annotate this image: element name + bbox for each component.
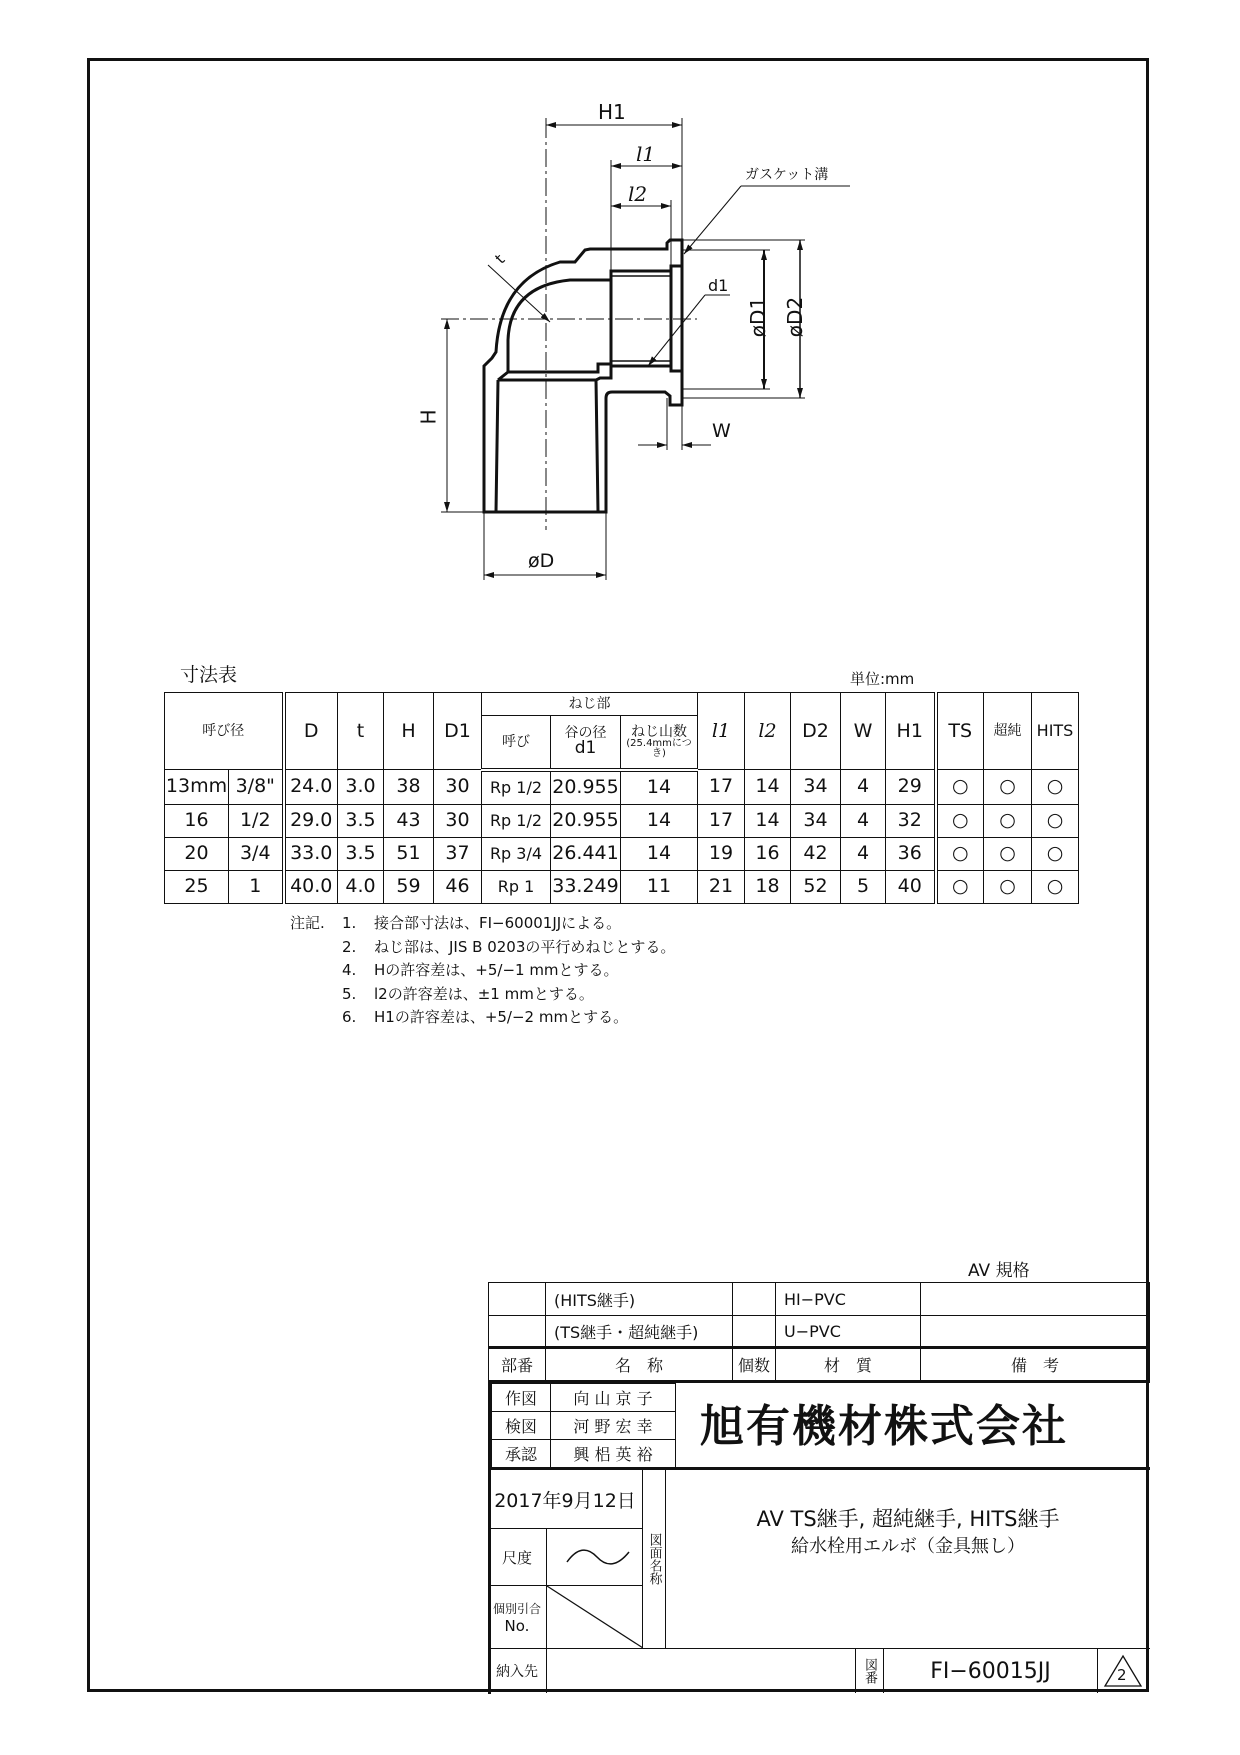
note-num: 4. (342, 961, 357, 979)
part-remarks (921, 1316, 1150, 1348)
signature-name: 興 梠 英 裕 (551, 1440, 676, 1468)
cell-W: 5 (841, 870, 886, 903)
note-text: ねじ部は、JIS B 0203の平行めねじとする。 (374, 937, 676, 956)
label-gasket-groove: ガスケット溝 (745, 167, 829, 183)
cell-t: 3.5 (338, 804, 384, 837)
dimension-table-title: 寸法表 (180, 664, 238, 686)
table-row (165, 770, 1079, 805)
label-l2: l2 (628, 182, 648, 206)
cell-D2: 34 (791, 804, 841, 837)
root-dia-sub: d1 (574, 738, 597, 759)
header-root-dia (551, 716, 621, 770)
cell-TS: ○ (936, 804, 984, 837)
cell-HITS: ○ (1032, 770, 1079, 805)
note-item (290, 912, 675, 936)
standard-label: AV 規格 (968, 1261, 1030, 1281)
cell-t: 3.0 (338, 770, 384, 805)
diagonal-slash (547, 1586, 643, 1648)
cell-inch: 1 (229, 870, 284, 903)
cell-d1: 33.249 (551, 870, 621, 903)
note-num: 5. (342, 984, 357, 1003)
cell-l2: 14 (745, 770, 791, 805)
label-phiD2: øD2 (783, 296, 808, 338)
label-l1: l1 (636, 142, 656, 166)
note-num: 2. (342, 937, 357, 956)
header-HITS: HITS (1032, 693, 1079, 770)
cell-TS: ○ (936, 837, 984, 870)
cell-t: 3.5 (338, 837, 384, 870)
cell-mm: 20 (165, 837, 229, 870)
cell-H1: 32 (886, 804, 936, 837)
label-phiD1: øD1 (746, 296, 771, 338)
cell-H1: 29 (886, 770, 936, 805)
cell-l1: 17 (698, 804, 745, 837)
notes (290, 912, 675, 1030)
header-part-name: 名 称 (546, 1348, 733, 1381)
cell-threads: 14 (621, 770, 698, 805)
cell-TS: ○ (936, 870, 984, 903)
ref-value (547, 1586, 643, 1648)
notes-label: 注記. (290, 914, 325, 932)
date: 2017年9月12日 (488, 1470, 643, 1529)
unit-label: 単位:mm (850, 670, 915, 688)
header-D2: D2 (791, 693, 841, 770)
cell-HITS: ○ (1032, 837, 1079, 870)
cell-D1: 37 (434, 837, 482, 870)
cell-l2: 16 (745, 837, 791, 870)
signature-role: 検図 (492, 1412, 551, 1440)
cell-mm: 13mm (165, 770, 229, 805)
ref-no: No. (504, 1616, 530, 1635)
root-dia-label: 谷の径 (564, 725, 607, 742)
cell-W: 4 (841, 837, 886, 870)
part-material: U−PVC (776, 1316, 921, 1348)
elbow-drawing (0, 0, 1240, 620)
note-text: l2の許容差は、±1 mmとする。 (374, 984, 594, 1003)
table-row (165, 837, 1079, 870)
header-part-qty: 個数 (733, 1348, 776, 1381)
cell-D1: 30 (434, 804, 482, 837)
header-chojun: 超純 (984, 693, 1032, 770)
note-item (290, 936, 675, 960)
table-row (165, 804, 1079, 837)
signature-name: 河 野 宏 幸 (551, 1412, 676, 1440)
note-item (290, 983, 675, 1007)
label-t: t (491, 250, 509, 268)
cell-D1: 30 (434, 770, 482, 805)
revision-number: 2 (1117, 1666, 1127, 1684)
cell-D: 24.0 (284, 770, 338, 805)
cell-inch: 1/2 (229, 804, 284, 837)
cell-H: 38 (384, 770, 434, 805)
label-W: W (712, 420, 731, 442)
part-no (489, 1283, 546, 1316)
cell-threads: 11 (621, 870, 698, 903)
cell-D: 33.0 (284, 837, 338, 870)
note-item (290, 1006, 675, 1030)
cell-mm: 16 (165, 804, 229, 837)
header-thread-count (621, 716, 698, 770)
dimension-table (164, 692, 1079, 904)
cell-l1: 17 (698, 770, 745, 805)
header-W: W (841, 693, 886, 770)
header-part-material: 材 質 (776, 1348, 921, 1381)
header-TS: TS (936, 693, 984, 770)
cell-HITS: ○ (1032, 870, 1079, 903)
header-thread-call: 呼び (482, 716, 551, 770)
cell-H: 51 (384, 837, 434, 870)
header-t: t (338, 693, 384, 770)
cell-threads: 14 (621, 837, 698, 870)
cell-d1: 20.955 (551, 804, 621, 837)
cell-l1: 21 (698, 870, 745, 903)
cell-D: 40.0 (284, 870, 338, 903)
header-H1: H1 (886, 693, 936, 770)
company-name: 旭有機材株式会社 (700, 1401, 1068, 1452)
header-l1: l1 (698, 693, 745, 770)
cell-H1: 36 (886, 837, 936, 870)
cell-H: 43 (384, 804, 434, 837)
note-num: 6. (342, 1008, 357, 1026)
header-part-no: 部番 (489, 1348, 546, 1381)
header-H: H (384, 693, 434, 770)
thread-count-sub: (25.4mmにつき) (626, 737, 692, 759)
cell-t: 4.0 (338, 870, 384, 903)
note-text: H1の許容差は、+5/−2 mmとする。 (374, 1008, 629, 1026)
part-qty (733, 1283, 776, 1316)
cell-HITS: ○ (1032, 804, 1079, 837)
signature-role: 承認 (492, 1440, 551, 1468)
cell-H1: 40 (886, 870, 936, 903)
cell-call: Rp 1/2 (482, 804, 551, 837)
cell-chojun: ○ (984, 770, 1032, 805)
drawing-name (666, 1505, 1150, 1561)
header-nominal: 呼び径 (165, 693, 284, 770)
ref-label-cell (488, 1586, 547, 1648)
note-num: 1. (342, 914, 357, 932)
cell-l2: 18 (745, 870, 791, 903)
cell-threads: 14 (621, 804, 698, 837)
label-d1: d1 (708, 276, 729, 295)
cell-chojun: ○ (984, 870, 1032, 903)
cell-call: Rp 3/4 (482, 837, 551, 870)
cell-D2: 42 (791, 837, 841, 870)
header-part-remarks: 備 考 (921, 1348, 1150, 1381)
cell-l2: 14 (745, 804, 791, 837)
cell-call: Rp 1 (482, 870, 551, 903)
cell-D: 29.0 (284, 804, 338, 837)
ref-label: 個別引合 (492, 1601, 541, 1616)
cell-d1: 26.441 (551, 837, 621, 870)
header-thread-group: ねじ部 (482, 693, 698, 716)
parts-list (488, 1282, 1150, 1381)
scale-label: 尺度 (488, 1529, 547, 1586)
cell-d1: 20.955 (551, 770, 621, 805)
signature-name: 向 山 京 子 (551, 1384, 676, 1412)
drawing-name-line1: AV TS継手, 超純継手, HITS継手 (756, 1507, 1060, 1531)
delivery-label: 納入先 (488, 1649, 547, 1693)
cell-chojun: ○ (984, 804, 1032, 837)
cell-D2: 52 (791, 870, 841, 903)
cell-W: 4 (841, 770, 886, 805)
part-no (489, 1316, 546, 1348)
drawing-name-line2: 給水栓用エルボ（金具無し） (791, 1536, 1025, 1557)
part-qty (733, 1316, 776, 1348)
part-name: (TS継手・超純継手) (546, 1316, 733, 1348)
table-row (165, 870, 1079, 903)
header-D1: D1 (434, 693, 482, 770)
cell-TS: ○ (936, 770, 984, 805)
parts-row (489, 1283, 1150, 1316)
scale-value (547, 1529, 643, 1586)
signature-role: 作図 (492, 1384, 551, 1412)
part-material: HI−PVC (776, 1283, 921, 1316)
parts-header-row (489, 1348, 1150, 1381)
header-D: D (284, 693, 338, 770)
signature-table (491, 1383, 676, 1468)
cell-W: 4 (841, 804, 886, 837)
label-H1: H1 (598, 100, 626, 124)
cell-chojun: ○ (984, 837, 1032, 870)
label-phiD: øD (528, 550, 555, 572)
cell-inch: 3/4 (229, 837, 284, 870)
cell-inch: 3/8" (229, 770, 284, 805)
note-item (290, 959, 675, 983)
cell-H: 59 (384, 870, 434, 903)
part-remarks (921, 1283, 1150, 1316)
cell-l1: 19 (698, 837, 745, 870)
note-text: 接合部寸法は、FI−60001JJによる。 (374, 914, 622, 932)
thread-count-label: ねじ山数 (631, 723, 687, 740)
cell-D2: 34 (791, 770, 841, 805)
cell-mm: 25 (165, 870, 229, 903)
parts-row (489, 1316, 1150, 1348)
cell-call: Rp 1/2 (482, 770, 551, 805)
drawing-no-label: 図番 (855, 1649, 884, 1693)
cell-D1: 46 (434, 870, 482, 903)
part-name: (HITS継手) (546, 1283, 733, 1316)
wave-icon (547, 1529, 643, 1586)
header-l2: l2 (745, 693, 791, 770)
label-H: H (416, 409, 441, 425)
note-text: Hの許容差は、+5/−1 mmとする。 (374, 961, 619, 979)
drawing-name-label: 図面名称 (643, 1470, 666, 1648)
drawing-no: FI−60015JJ (884, 1649, 1098, 1693)
revision-mark (1098, 1649, 1148, 1693)
